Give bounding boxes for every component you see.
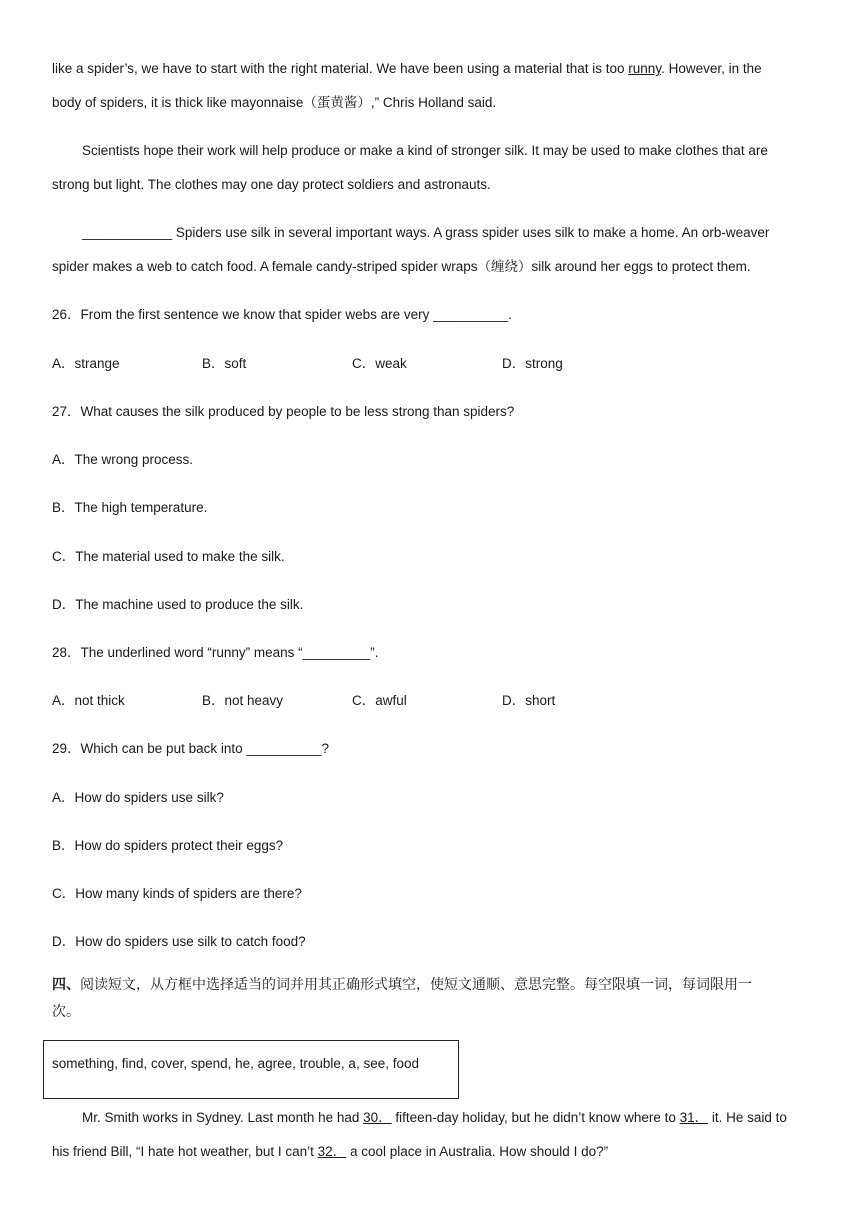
section-4-instruction-cont: 次。 <box>52 1004 80 1020</box>
q26-option-b: B．soft <box>202 356 247 371</box>
question-29-stem: 29．Which can be put back into __________? <box>52 741 329 756</box>
q29-option-a: A．How do spiders use silk? <box>52 790 224 805</box>
cloze-passage-line: his friend Bill, “I hate hot weather, but I can’t 32． a cool place in Australia. How should I do?” <box>52 1144 609 1159</box>
blank-30[interactable]: 30． <box>363 1110 392 1125</box>
blank-31[interactable]: 31． <box>679 1110 709 1125</box>
question-27-stem: 27．What causes the silk produced by people to be less strong than spiders? <box>52 404 515 419</box>
q28-option-b: B．not heavy <box>202 693 284 708</box>
word-box-list: something, find, cover, spend, he, agree, trouble, a, see, food <box>52 1056 419 1071</box>
cloze-passage-line: Mr. Smith works in Sydney. Last month he had 30． fifteen-day holiday, but he didn’t know where to 31． it. He said to <box>82 1110 787 1125</box>
q26-option-c: C．weak <box>352 356 407 371</box>
underlined-word-runny: runny <box>628 61 662 76</box>
section-4-instruction: 四、阅读短文，从方框中选择适当的词并用其正确形式填空，使短文通顺、意思完整。每空限填一词，每词限用一 <box>52 977 752 993</box>
word-box <box>43 1040 459 1099</box>
passage-line: like a spider’s, we have to start with the right material. We have been using a material that is too runny. However, in the <box>52 61 762 76</box>
q28-option-d: D．short <box>502 693 556 708</box>
q27-option-d: D．The machine used to produce the silk. <box>52 597 304 612</box>
q27-option-b: B．The high temperature. <box>52 500 208 515</box>
q28-option-c: C．awful <box>352 693 407 708</box>
passage-line: ____________ Spiders use silk in several important ways. A grass spider uses silk to make a home. An orb-weaver <box>82 225 770 240</box>
passage-line: spider makes a web to catch food. A female candy-striped spider wraps（缠绕）silk around her eggs to protect them. <box>52 259 751 274</box>
q29-option-d: D．How do spiders use silk to catch food? <box>52 934 306 949</box>
q29-option-b: B．How do spiders protect their eggs? <box>52 838 284 853</box>
q28-option-a: A．not thick <box>52 693 125 708</box>
passage-line: body of spiders, it is thick like mayonnaise（蛋黄酱）,” Chris Holland said. <box>52 95 497 110</box>
blank-32[interactable]: 32． <box>317 1144 347 1159</box>
question-26-stem: 26．From the first sentence we know that spider webs are very __________. <box>52 307 512 322</box>
passage-line: Scientists hope their work will help produce or make a kind of stronger silk. It may be used to make clothes that are <box>82 143 768 158</box>
q27-option-c: C．The material used to make the silk. <box>52 549 285 564</box>
q27-option-a: A．The wrong process. <box>52 452 194 467</box>
section-number: 四、 <box>52 977 80 993</box>
question-28-stem: 28．The underlined word “runny” means “_________”. <box>52 645 379 660</box>
q29-option-c: C．How many kinds of spiders are there? <box>52 886 302 901</box>
q26-option-d: D．strong <box>502 356 563 371</box>
passage-line: strong but light. The clothes may one day protect soldiers and astronauts. <box>52 177 491 192</box>
q26-option-a: A．strange <box>52 356 120 371</box>
